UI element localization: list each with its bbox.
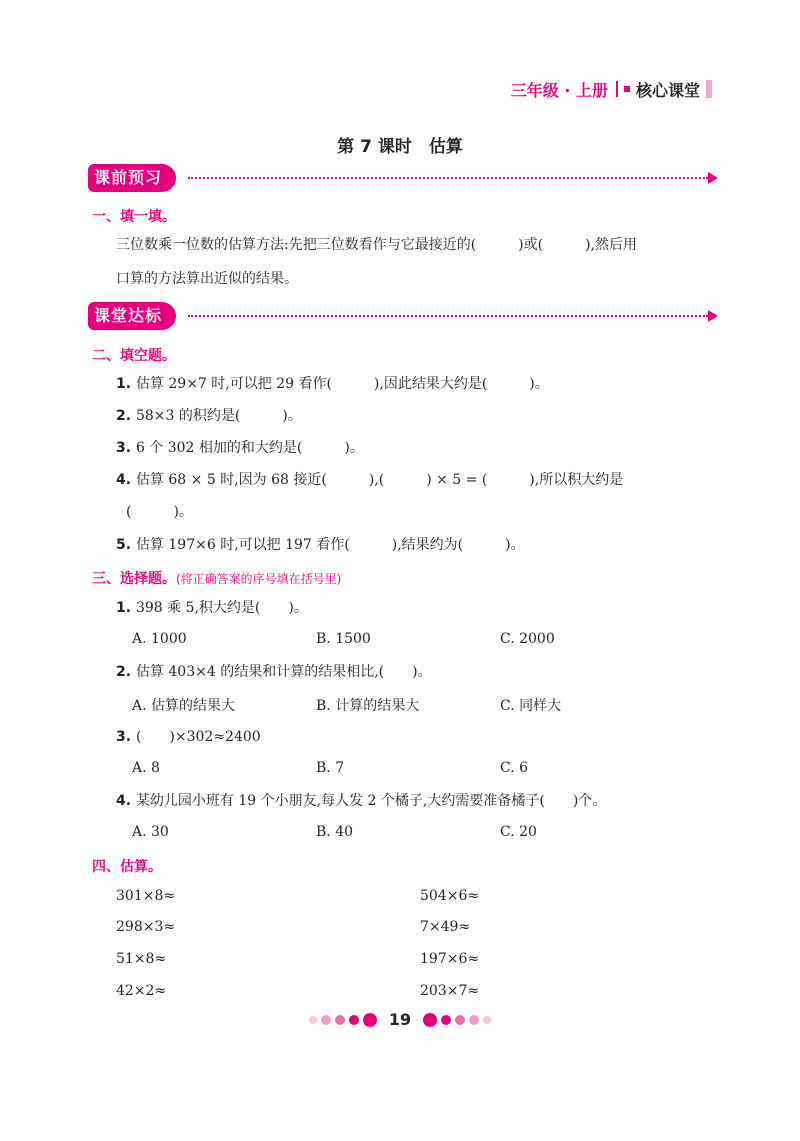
estimate-item: 197×6≈ bbox=[420, 951, 480, 967]
preview-banner bbox=[88, 164, 718, 192]
classwork-banner bbox=[88, 302, 718, 330]
s1-line-1: 三位数乘一位数的估算方法:先把三位数看作与它最接近的( )或( ),然后用 bbox=[116, 237, 638, 253]
s2-q4-text: 估算 68 × 5 时,因为 68 接近( ),( ) × 5 = ( ),所以积大约是 bbox=[135, 472, 624, 488]
header-square-icon bbox=[624, 86, 630, 92]
s2-q2-text: 58×3 的积约是( )。 bbox=[135, 408, 302, 424]
dotted-line bbox=[188, 177, 708, 179]
s3-q2-opt-a: A. 估算的结果大 bbox=[132, 698, 236, 714]
s2-q1-text: 估算 29×7 时,可以把 29 看作( ),因此结果大约是( )。 bbox=[135, 376, 549, 392]
estimate-item: 298×3≈ bbox=[116, 919, 176, 935]
series-label: 核心课堂 bbox=[635, 80, 700, 100]
s3-q4-opt-a: A. 30 bbox=[132, 824, 169, 840]
s2-q3-text: 6 个 302 相加的和大约是( )。 bbox=[135, 440, 364, 456]
s3-q2: 2. 估算 403×4 的结果和计算的结果相比,( )。 bbox=[116, 664, 432, 680]
dot-icon bbox=[469, 1015, 479, 1025]
s3-q1-opt-a: A. 1000 bbox=[132, 631, 187, 647]
dot-icon bbox=[309, 1016, 317, 1024]
s3-q1-opt-c: C. 2000 bbox=[500, 631, 555, 647]
s2-q2: 2. 58×3 的积约是( )。 bbox=[116, 408, 302, 424]
estimate-item: 203×7≈ bbox=[420, 983, 480, 999]
s3-q4: 4. 某幼儿园小班有 19 个小朋友,每人发 2 个橘子,大约需要准备橘子( )个。 bbox=[116, 793, 607, 809]
s3-q3-text: ( )×302≈2400 bbox=[135, 729, 261, 745]
page-header bbox=[511, 78, 712, 100]
s2-q4-cont: ( )。 bbox=[126, 504, 193, 520]
s2-q4: 4. 估算 68 × 5 时,因为 68 接近( ),( ) × 5 = ( ),所以积大约是 bbox=[116, 472, 624, 488]
s2-q5-text: 估算 197×6 时,可以把 197 看作( ),结果约为( )。 bbox=[135, 537, 525, 553]
dot-icon bbox=[321, 1015, 331, 1025]
arrow-icon bbox=[708, 310, 718, 322]
s3-q2-opt-b: B. 计算的结果大 bbox=[316, 698, 420, 714]
s3-q1: 1. 398 乘 5,积大约是( )。 bbox=[116, 600, 308, 616]
grade-label: 三年级 · 上册 bbox=[510, 80, 608, 100]
dot-icon bbox=[455, 1015, 465, 1025]
header-divider bbox=[616, 81, 618, 97]
s3-q3: 3. ( )×302≈2400 bbox=[116, 729, 261, 745]
s3-q4-text: 某幼儿园小班有 19 个小朋友,每人发 2 个橘子,大约需要准备橘子( )个。 bbox=[135, 793, 607, 809]
s3-q3-opt-a: A. 8 bbox=[132, 760, 160, 776]
estimate-item: 7×49≈ bbox=[420, 919, 471, 935]
s2-q3: 3. 6 个 302 相加的和大约是( )。 bbox=[116, 440, 364, 456]
dotted-line bbox=[188, 315, 708, 317]
lesson-title: 第 7 课时 估算 bbox=[337, 137, 463, 157]
s3-q3-opt-b: B. 7 bbox=[316, 760, 345, 776]
section-2-heading: 二、填空题。 bbox=[92, 348, 176, 364]
section-4-heading: 四、估算。 bbox=[92, 859, 162, 875]
estimate-item: 301×8≈ bbox=[116, 888, 176, 904]
estimate-item: 51×8≈ bbox=[116, 951, 167, 967]
dot-icon bbox=[335, 1015, 345, 1025]
section-3-heading bbox=[92, 568, 341, 588]
page-footer bbox=[0, 1010, 800, 1029]
s2-q1: 1. 估算 29×7 时,可以把 29 看作( ),因此结果大约是( )。 bbox=[116, 376, 549, 392]
s3-q2-opt-c: C. 同样大 bbox=[500, 698, 562, 714]
section-3-title: 三、选择题。 bbox=[92, 571, 176, 587]
s2-q5: 5. 估算 197×6 时,可以把 197 看作( ),结果约为( )。 bbox=[116, 537, 525, 553]
dot-icon bbox=[349, 1015, 359, 1025]
dot-icon bbox=[483, 1016, 491, 1024]
page-number: 19 bbox=[388, 1010, 412, 1029]
s3-q2-text: 估算 403×4 的结果和计算的结果相比,( )。 bbox=[135, 664, 432, 680]
s3-q1-text: 398 乘 5,积大约是( )。 bbox=[135, 600, 308, 616]
classwork-banner-label: 课堂达标 bbox=[88, 302, 176, 330]
s3-q4-opt-c: C. 20 bbox=[500, 824, 537, 840]
estimate-item: 504×6≈ bbox=[420, 888, 480, 904]
s3-q3-opt-c: C. 6 bbox=[500, 760, 529, 776]
dot-icon bbox=[423, 1013, 437, 1027]
preview-banner-label: 课前预习 bbox=[88, 164, 176, 192]
s3-q1-opt-b: B. 1500 bbox=[316, 631, 371, 647]
s1-line-2: 口算的方法算出近似的结果。 bbox=[116, 271, 298, 287]
dot-icon bbox=[441, 1015, 451, 1025]
header-bar-icon bbox=[706, 80, 712, 98]
arrow-icon bbox=[708, 172, 718, 184]
section-3-note: (将正确答案的序号填在括号里) bbox=[176, 572, 342, 586]
estimate-item: 42×2≈ bbox=[116, 983, 167, 999]
dot-icon bbox=[363, 1013, 377, 1027]
s3-q4-opt-b: B. 40 bbox=[316, 824, 354, 840]
section-1-heading: 一、填一填。 bbox=[92, 209, 176, 225]
